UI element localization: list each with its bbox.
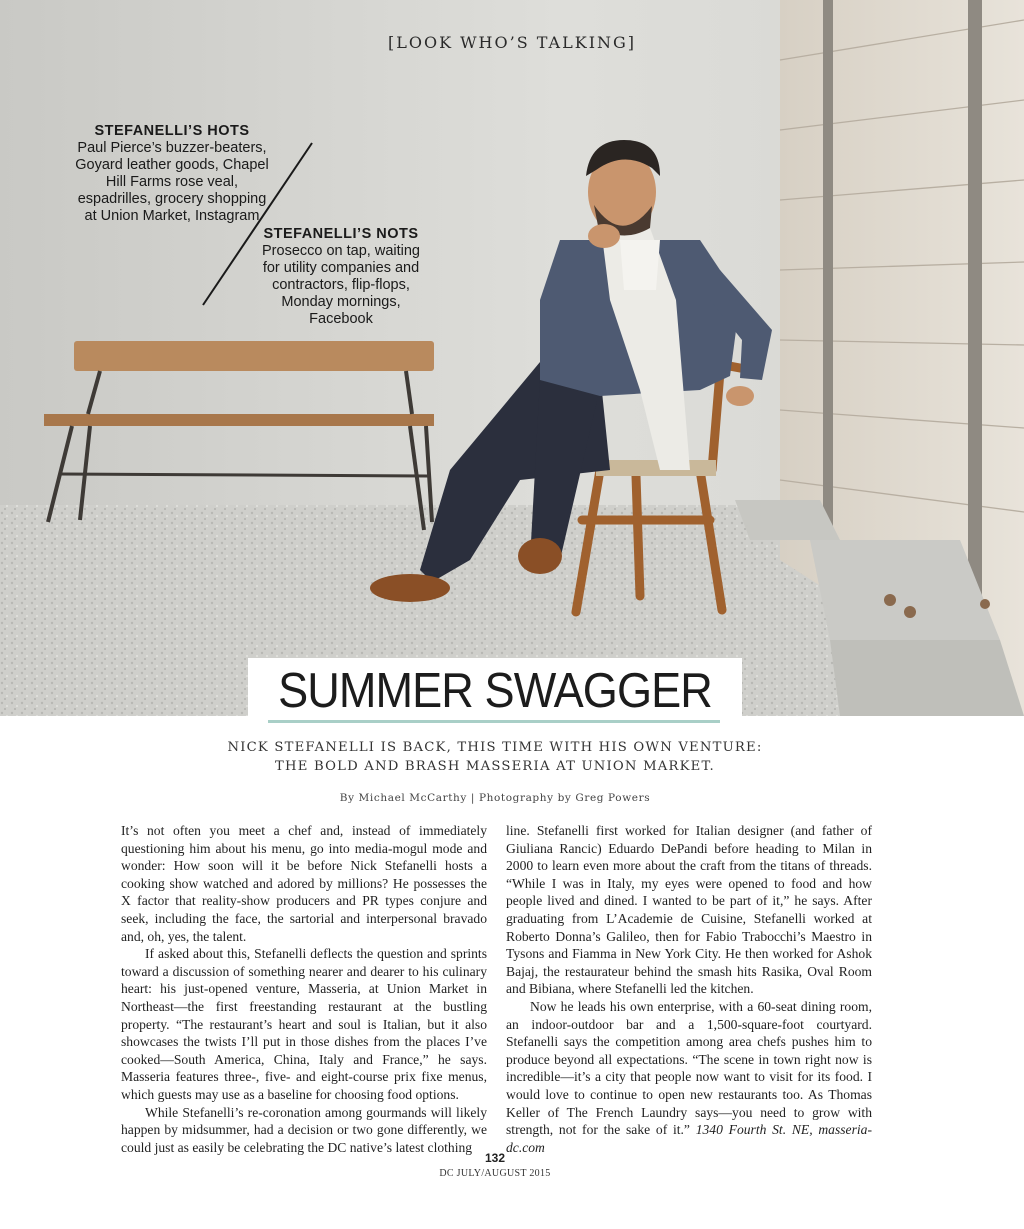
restaurant-address: 1340 Fourth St. NE, masseria-dc.com: [506, 1122, 872, 1155]
hots-heading: STEFANELLI’S HOTS: [94, 123, 250, 139]
dek-line-2: THE BOLD AND BRASH MASSERIA AT UNION MARKET.: [275, 759, 715, 774]
headline: SUMMER SWAGGER: [278, 664, 712, 718]
body-paragraph-final: [506, 998, 872, 1156]
body-paragraph: If asked about this, Stefanelli deflects the question and sprints toward a discussion of something nearer and dearer to his culinary heart: his just-opened venture, Masseria, at Union Market in Northeast—the first freestanding restaurant at the bustling property. “The restaurant’s heart and soul is Italian, but it also showcases the twists I’ll put in those dishes from the places I’ve cooked—South America, China, Italy and France,” he says. Masseria features three-, five- and eight-course prix fixe menus, which guests may use as a baseline for choosing food options.: [121, 946, 487, 1102]
nots-heading: STEFANELLI’S NOTS: [263, 226, 419, 242]
dek-line-1: NICK STEFANELLI IS BACK, THIS TIME WITH HIS OWN VENTURE:: [227, 740, 763, 755]
body-paragraph: It’s not often you meet a chef and, instead of immediately questioning him about his menu, go into media-mogul mode and wonder: How soon will it be before Nick Stefanelli hosts a cooking show watched and adored by millions? He possesses the X factor that reality-show producers and PR types conjure and seek, including the face, the sartorial and interpersonal bravado and, oh, yes, the talent.: [121, 823, 487, 944]
byline: By Michael McCarthy | Photography by Greg Powers: [339, 792, 651, 804]
dek: [180, 738, 810, 776]
body-paragraph-text: Now he leads his own enterprise, with a 60-seat dining room, an indoor-outdoor bar and a 1,500-square-foot courtyard. Stefanelli says the competition among area chefs pushes him to produce beyond all expectations. “The scene in town right now is incredible—it’s a city that people now want to visit for its food. I would love to continue to open new restaurants too. As Thomas Keller of The French Laundry says—you need to grow with strength, not for the sake of it.”: [506, 998, 872, 1138]
section-label: [LOOK WHO’S TALKING]: [387, 33, 637, 52]
headline-underline: [268, 720, 720, 723]
hots-callout: [74, 123, 270, 225]
nots-callout: [258, 226, 424, 328]
page-number: 132: [484, 1151, 506, 1165]
hots-text: Paul Pierce’s buzzer-beaters, Goyard leather goods, Chapel Hill Farms rose veal, espadrilles, grocery shopping at Union Market, Instagram: [75, 140, 269, 224]
body-paragraph: While Stefanelli’s re-coronation among gourmands will likely happen by midsummer, had a decision or two gone differently, we could just as easily be celebrating the DC native’s latest clothing: [121, 1104, 487, 1155]
publication-issue: DC JULY/AUGUST 2015: [439, 1168, 551, 1179]
body-column-left: [121, 822, 487, 1156]
body-paragraph: line. Stefanelli first worked for Italian designer (and father of Giuliana Rancic) Eduardo DePandi before heading to Milan in 2000 to learn even more about the craft from the titans of threads. “While I was in Italy, my eyes were opened to food and how people lived and dined. I wanted to be part of it,” he says. After graduating from L’Academie de Cuisine, Stefanelli worked at Roberto Donna’s Galileo, then for Fabio Trabocchi’s Maestro in Tysons and Fiamma in New York City. He then worked for Ashok Bajaj, the restaurateur behind the smash hits Rasika, Oval Room and Bibiana, where Stefanelli led the kitchen.: [506, 823, 872, 997]
body-column-right: [506, 822, 872, 1156]
nots-text: Prosecco on tap, waiting for utility companies and contractors, flip-flops, Monday mornings, Facebook: [262, 243, 420, 327]
